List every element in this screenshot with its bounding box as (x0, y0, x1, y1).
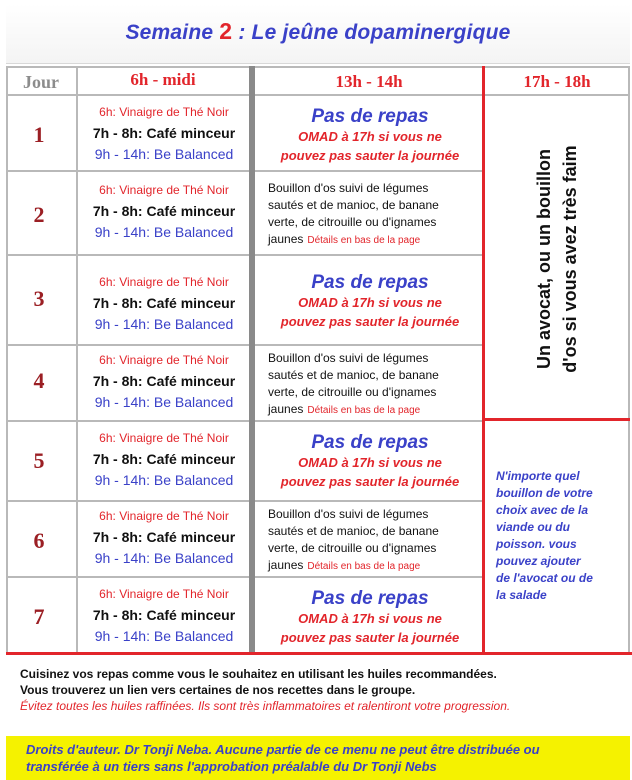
copyright-line: Droits d'auteur. Dr Tonji Neba. Aucune partie de ce menu ne peut être distribuée ou (26, 742, 540, 757)
no-meal-line: pouvez pas sauter la journée (280, 630, 460, 645)
no-meal-line: OMAD à 17h si vous ne (298, 611, 442, 626)
morning-line: 9h - 14h: Be Balanced (94, 628, 234, 644)
no-meal-line: pouvez pas sauter la journée (280, 148, 460, 163)
broth-line: Bouillon d'os suivi de légumes (268, 351, 429, 365)
broth-choice-line: viande ou du (496, 520, 571, 534)
grid-line (249, 66, 255, 654)
morning-schedule (80, 584, 248, 647)
broth-line: verte, de citrouille ou d'ignames (268, 541, 437, 555)
noon-broth-meal (268, 180, 484, 249)
broth-line: verte, de citrouille ou d'ignames (268, 385, 437, 399)
morning-line: 6h: Vinaigre de Thé Noir (99, 431, 229, 445)
day-number: 1 (33, 122, 45, 147)
noon-no-meal (258, 588, 482, 647)
note-warning: Évitez toutes les huiles raffinées. Ils sont très inflammatoires et ralentiront votre progression. (20, 699, 511, 713)
broth-choice-line: pouvez ajouter (496, 554, 581, 568)
morning-schedule (80, 102, 248, 165)
rotated-line: Un avocat, ou un bouillon (534, 149, 554, 369)
copyright-band (6, 736, 630, 780)
grid-line (6, 66, 8, 654)
grid-line (484, 66, 630, 68)
copyright-line: transférée à un tiers sans l'approbation préalable du Dr Tonji Nebs (26, 759, 437, 774)
note-line: Cuisinez vos repas comme vous le souhaitez en utilisant les huiles recommandées. (20, 667, 497, 681)
noon-broth-meal (268, 506, 484, 575)
day-number: 3 (33, 286, 45, 311)
rotated-text (531, 129, 583, 389)
morning-schedule (80, 350, 248, 413)
morning-line: 9h - 14h: Be Balanced (94, 316, 234, 332)
no-meal-line: pouvez pas sauter la journée (280, 474, 460, 489)
broth-choice-line: bouillon de votre (496, 486, 593, 500)
day-number: 5 (33, 448, 45, 473)
header-evening: 17h - 18h (523, 72, 591, 91)
title-band (6, 4, 630, 64)
morning-line: 9h - 14h: Be Balanced (94, 472, 234, 488)
day-number: 6 (33, 528, 45, 553)
morning-line: 6h: Vinaigre de Thé Noir (99, 509, 229, 523)
noon-no-meal (258, 432, 482, 491)
no-meal-title: Pas de repas (311, 588, 429, 609)
no-meal-line: OMAD à 17h si vous ne (298, 295, 442, 310)
morning-schedule (80, 428, 248, 491)
morning-line: 9h - 14h: Be Balanced (94, 224, 234, 240)
morning-line: 9h - 14h: Be Balanced (94, 146, 234, 162)
details-note: Détails en bas de la page (307, 405, 421, 416)
morning-line: 7h - 8h: Café minceur (92, 125, 236, 141)
morning-line: 6h: Vinaigre de Thé Noir (99, 587, 229, 601)
bottom-notes (20, 666, 628, 714)
broth-choice-line: choix avec de la (496, 503, 589, 517)
morning-schedule (80, 272, 248, 335)
title-prefix: Semaine (125, 21, 220, 44)
page-title (6, 18, 630, 45)
broth-line: sautés et de manioc, de banane (268, 524, 439, 538)
note-line: Vous trouverez un lien vers certaines de nos recettes dans le groupe. (20, 683, 416, 697)
rotated-line: d'os si vous avez très faim (560, 145, 580, 373)
broth-line: jaunes (268, 558, 304, 572)
noon-no-meal (258, 106, 482, 165)
no-meal-title: Pas de repas (311, 432, 429, 453)
morning-line: 7h - 8h: Café minceur (92, 529, 236, 545)
schedule-grid (6, 66, 630, 654)
morning-line: 7h - 8h: Café minceur (92, 373, 236, 389)
noon-broth-meal (268, 350, 484, 419)
title-suffix: : Le jeûne dopaminergique (232, 21, 511, 44)
morning-line: 7h - 8h: Café minceur (92, 607, 236, 623)
broth-line: sautés et de manioc, de banane (268, 198, 439, 212)
evening-avocado-note (486, 94, 628, 424)
morning-line: 6h: Vinaigre de Thé Noir (99, 353, 229, 367)
morning-schedule (80, 506, 248, 569)
grid-line (628, 66, 630, 654)
day-number: 7 (33, 604, 45, 629)
header-noon: 13h - 14h (335, 72, 403, 91)
broth-choice-line: de l'avocat ou de (496, 571, 593, 585)
morning-line: 7h - 8h: Café minceur (92, 451, 236, 467)
broth-line: Bouillon d'os suivi de légumes (268, 181, 429, 195)
morning-line: 7h - 8h: Café minceur (92, 295, 236, 311)
morning-line: 6h: Vinaigre de Thé Noir (99, 275, 229, 289)
broth-choice-line: la salade (496, 588, 547, 602)
no-meal-line: pouvez pas sauter la journée (280, 314, 460, 329)
details-note: Détails en bas de la page (307, 235, 421, 246)
title-week-number: 2 (219, 18, 233, 44)
no-meal-line: OMAD à 17h si vous ne (298, 129, 442, 144)
morning-line: 9h - 14h: Be Balanced (94, 394, 234, 410)
broth-choice-line: poisson. vous (496, 537, 577, 551)
copyright-text (26, 741, 626, 775)
broth-line: jaunes (268, 402, 304, 416)
morning-line: 9h - 14h: Be Balanced (94, 550, 234, 566)
details-note: Détails en bas de la page (307, 561, 421, 572)
noon-no-meal (258, 272, 482, 331)
header-day: Jour (23, 72, 59, 92)
no-meal-title: Pas de repas (311, 272, 429, 293)
broth-line: Bouillon d'os suivi de légumes (268, 507, 429, 521)
broth-line: sautés et de manioc, de banane (268, 368, 439, 382)
evening-any-broth-note (496, 468, 626, 604)
red-divider (6, 652, 632, 655)
day-number: 4 (33, 368, 45, 393)
morning-line: 6h: Vinaigre de Thé Noir (99, 105, 229, 119)
morning-schedule (80, 180, 248, 243)
header-morning: 6h - midi (130, 70, 196, 89)
no-meal-title: Pas de repas (311, 106, 429, 127)
morning-line: 6h: Vinaigre de Thé Noir (99, 183, 229, 197)
no-meal-line: OMAD à 17h si vous ne (298, 455, 442, 470)
broth-line: jaunes (268, 232, 304, 246)
broth-choice-line: N'importe quel (496, 469, 580, 483)
grid-line (76, 66, 78, 654)
broth-line: verte, de citrouille ou d'ignames (268, 215, 437, 229)
day-number: 2 (33, 202, 45, 227)
morning-line: 7h - 8h: Café minceur (92, 203, 236, 219)
